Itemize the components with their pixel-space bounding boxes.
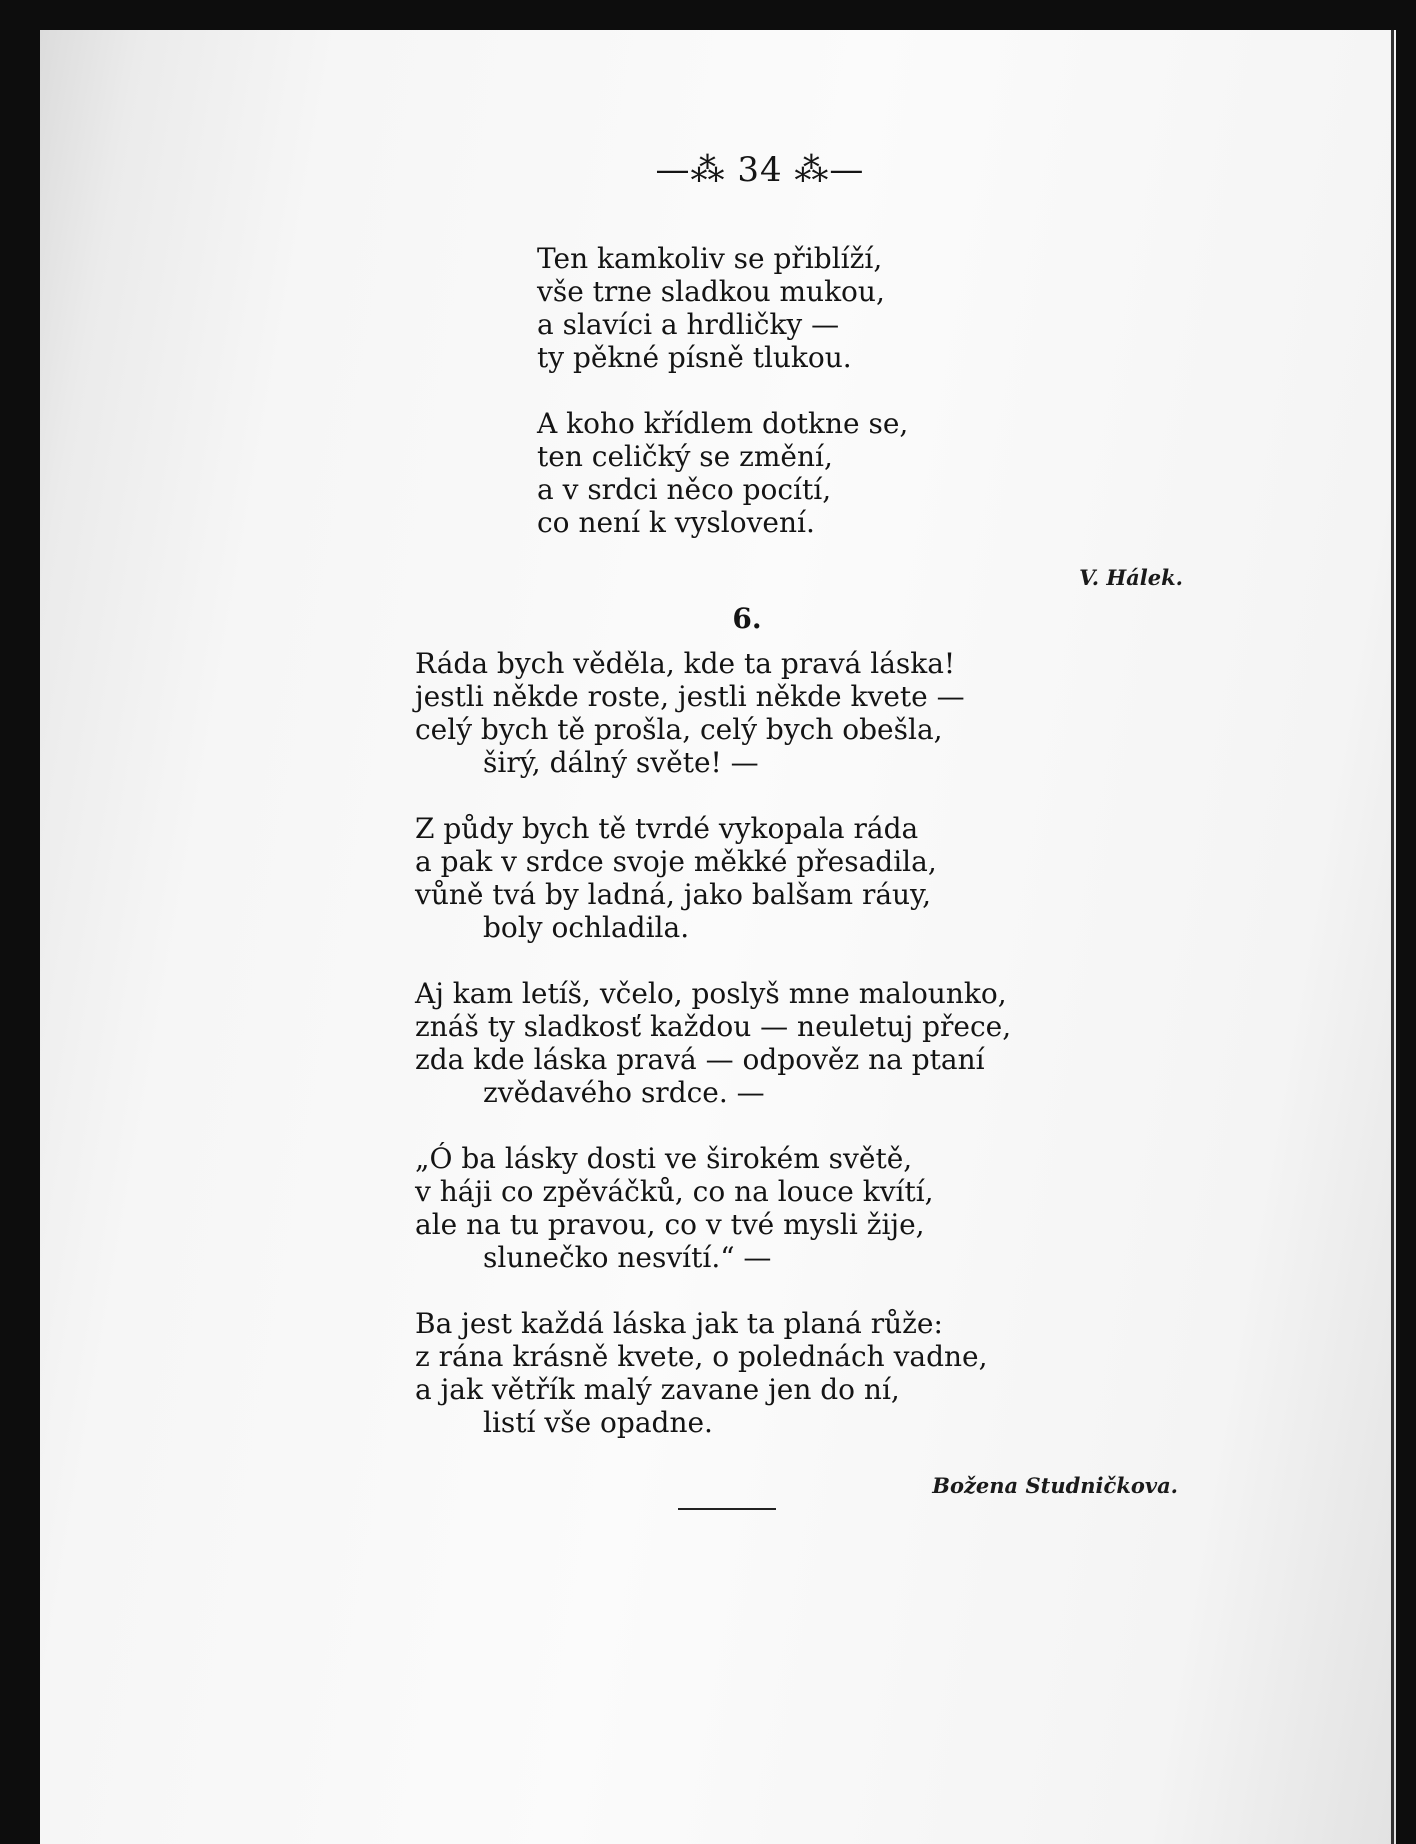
poem-line: a slavíci a hrdličky — (537, 308, 840, 341)
poem-line: širý, dálný světe! — (483, 746, 759, 779)
poem-2-stanza-5 (415, 1307, 1011, 1439)
poem-line: ale na tu pravou, co v tvé mysli žije, (415, 1208, 925, 1241)
poem-line: Z půdy bych tě tvrdé vykopala ráda (415, 812, 919, 845)
poem-1-stanza-2 (537, 407, 908, 539)
poem-line: z rána krásně kvete, o polednách vadne, (415, 1340, 988, 1373)
poem-line: zvědavého srdce. — (483, 1076, 765, 1109)
poem-1-author: V. Hálek. (1079, 565, 1183, 590)
poem-line: znáš ty sladkosť každou — neuletuj přece, (415, 1010, 1012, 1043)
poem-2 (415, 647, 1011, 1439)
poem-line: a jak větřík malý zavane jen do ní, (415, 1373, 900, 1406)
poem-line: listí vše opadne. (483, 1406, 713, 1439)
section-divider (678, 1508, 776, 1510)
poem-line: ten celičký se změní, (537, 440, 833, 473)
poem-2-author: Božena Studničkova. (932, 1473, 1178, 1498)
poem-line: boly ochladila. (483, 911, 690, 944)
poem-line: vše trne sladkou mukou, (537, 275, 885, 308)
poem-line: Ráda bych věděla, kde ta pravá láska! (415, 647, 956, 680)
poem-1 (537, 242, 908, 539)
poem-line: ty pěkné písně tlukou. (537, 341, 852, 374)
poem-line: zda kde láska pravá — odpověz na ptaní (415, 1043, 985, 1076)
poem-line: Ten kamkoliv se přiblíží, (537, 242, 883, 275)
book-page (40, 30, 1396, 1844)
poem-line: „Ó ba lásky dosti ve širokém světě, (415, 1142, 913, 1175)
poem-line: v háji co zpěváčků, co na louce kvítí, (415, 1175, 934, 1208)
page-number: —⁂ 34 ⁂— (655, 150, 865, 190)
poem-line: Ba jest každá láska jak ta planá růže: (415, 1307, 943, 1340)
poem-line: vůně tvá by ladná, jako balšam ráuy, (415, 878, 932, 911)
page-edge (1391, 30, 1394, 1844)
poem-line: a v srdci něco pocítí, (537, 473, 832, 506)
poem-line: co není k vyslovení. (537, 506, 815, 539)
poem-line: a pak v srdce svoje měkké přesadila, (415, 845, 937, 878)
poem-2-stanza-4 (415, 1142, 1011, 1274)
poem-2-stanza-3 (415, 977, 1011, 1109)
poem-2-number: 6. (732, 602, 762, 635)
poem-2-stanza-1 (415, 647, 1011, 779)
poem-line: A koho křídlem dotkne se, (537, 407, 909, 440)
poem-line: Aj kam letíš, včelo, poslyš mne malounko, (415, 977, 1007, 1010)
poem-line: slunečko nesvítí.“ — (483, 1241, 772, 1274)
poem-1-stanza-1 (537, 242, 908, 374)
poem-line: celý bych tě prošla, celý bych obešla, (415, 713, 943, 746)
poem-2-stanza-2 (415, 812, 1011, 944)
poem-line: jestli někde roste, jestli někde kvete — (415, 680, 965, 713)
